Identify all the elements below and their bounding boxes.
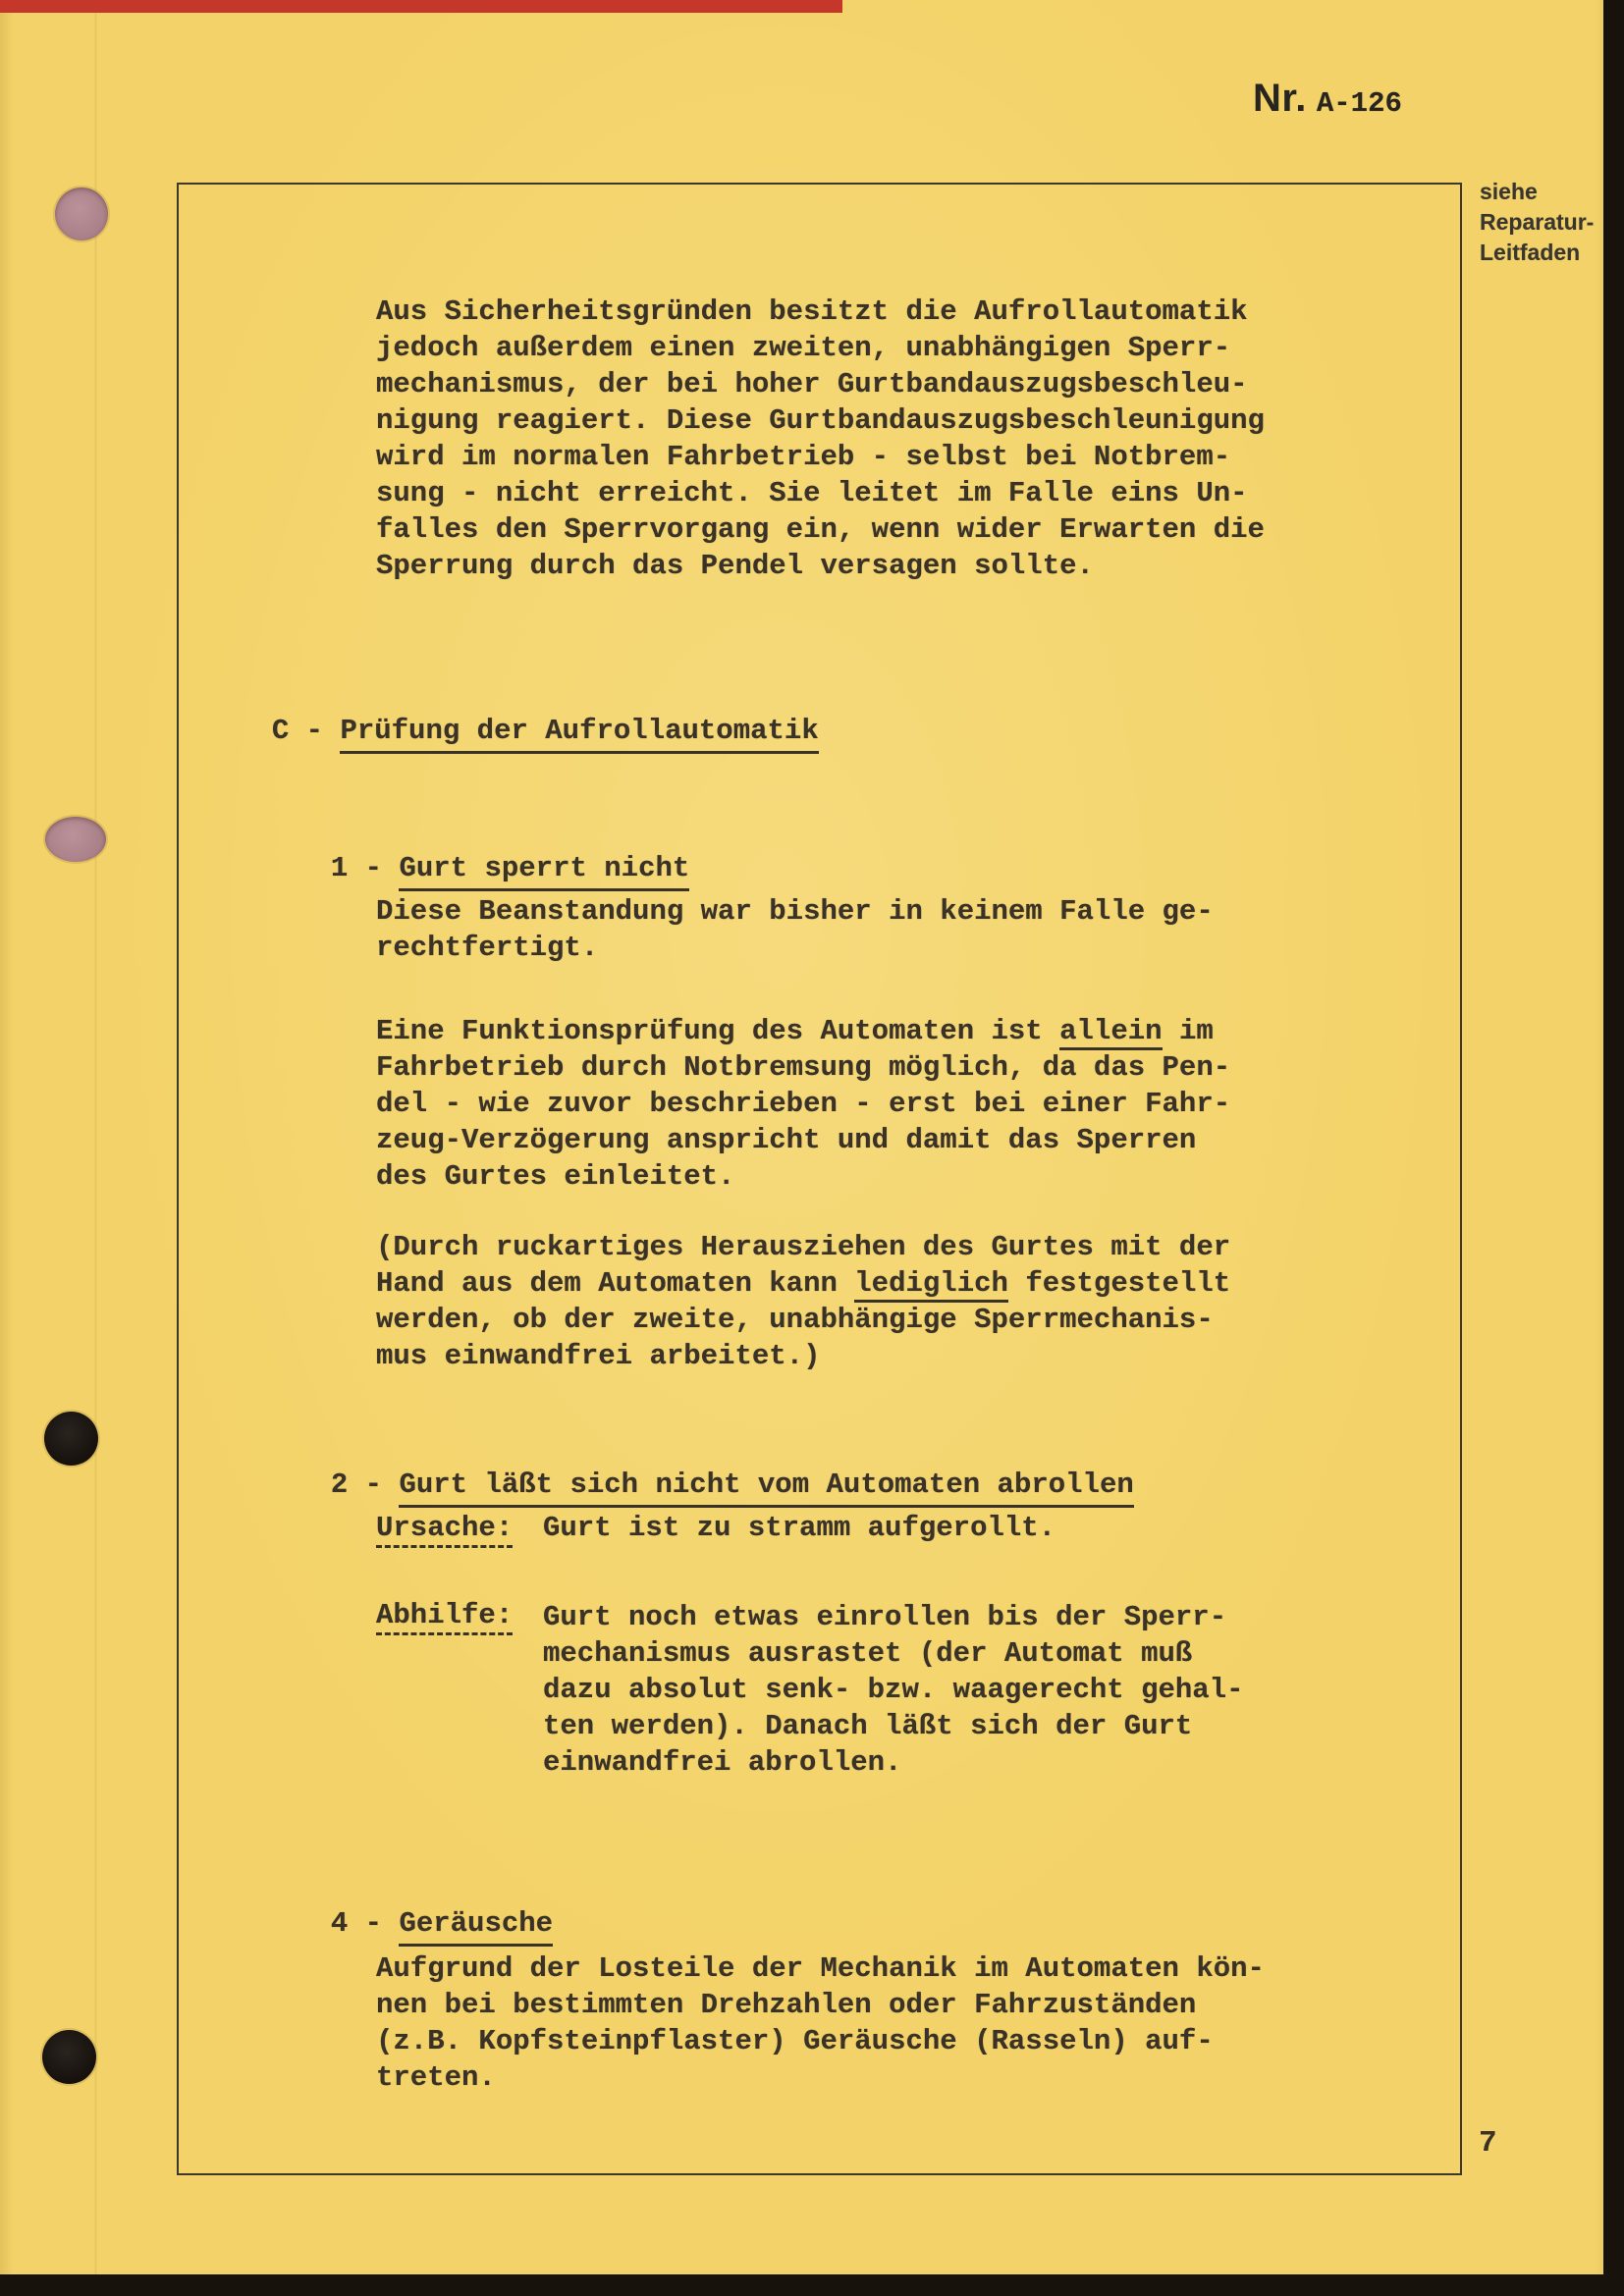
text-line: des Gurtes einleitet. bbox=[376, 1160, 735, 1193]
text-line: ten werden). Danach läßt sich der Gurt bbox=[543, 1710, 1193, 1742]
page-number: 7 bbox=[1479, 2126, 1497, 2161]
text-line: sung - nicht erreicht. Sie leitet im Falle eins Un- bbox=[376, 477, 1248, 509]
text-line: del - wie zuvor beschrieben - erst bei einer Fahr- bbox=[376, 1088, 1231, 1120]
remedy-text bbox=[543, 1599, 1244, 1781]
item-1-heading bbox=[297, 814, 689, 886]
item-4-title: Geräusche bbox=[399, 1907, 553, 1947]
text-line bbox=[376, 1265, 1230, 1302]
item-2-title: Gurt läßt sich nicht vom Automaten abrollen bbox=[399, 1468, 1133, 1508]
item-1-paragraph-3 bbox=[376, 1229, 1230, 1374]
intro-paragraph bbox=[376, 294, 1265, 584]
margin-note-line: Reparatur- bbox=[1480, 209, 1595, 235]
text-line: Sperrung durch das Pendel versagen sollte. bbox=[376, 550, 1094, 582]
cause-row bbox=[376, 1512, 1358, 1551]
scan-edge-bottom bbox=[0, 2274, 1624, 2296]
text-line: falles den Sperrvorgang ein, wenn wider Erwarten die bbox=[376, 513, 1265, 546]
red-edge-strip bbox=[0, 0, 842, 13]
text-line: (Durch ruckartiges Herausziehen des Gurtes mit der bbox=[376, 1231, 1231, 1263]
document-number bbox=[1253, 77, 1402, 121]
punch-hole-4 bbox=[42, 2030, 96, 2084]
remedy-row bbox=[376, 1599, 1358, 1786]
text-line: zeug-Verzögerung anspricht und damit das Sperren bbox=[376, 1124, 1197, 1156]
cause-label: Ursache: bbox=[376, 1512, 513, 1548]
text-line: einwandfrei abrollen. bbox=[543, 1746, 902, 1779]
text-line: jedoch außerdem einen zweiten, unabhängigen Sperr- bbox=[376, 332, 1231, 364]
text-segment: Hand aus dem Automaten kann bbox=[376, 1267, 855, 1300]
text-line: Diese Beanstandung war bisher in keinem Falle ge- bbox=[376, 895, 1214, 928]
text-line: rechtfertigt. bbox=[376, 932, 599, 964]
text-line: Aufgrund der Losteile der Mechanik im Automaten kön- bbox=[376, 1952, 1265, 1985]
document-number-label: Nr. bbox=[1253, 77, 1307, 120]
text-line: Fahrbetrieb durch Notbremsung möglich, da das Pen- bbox=[376, 1051, 1231, 1084]
text-line: treten. bbox=[376, 2061, 496, 2094]
text-segment: Eine Funktionsprüfung des Automaten ist bbox=[376, 1015, 1060, 1047]
item-2-prefix: 2 - bbox=[330, 1468, 400, 1501]
section-c-prefix: C - bbox=[271, 715, 341, 747]
punch-hole-2 bbox=[45, 817, 106, 862]
section-c-heading bbox=[238, 676, 819, 749]
text-segment: im bbox=[1162, 1015, 1214, 1047]
margin-note bbox=[1480, 177, 1594, 268]
text-line bbox=[376, 1013, 1230, 1049]
remedy-label: Abhilfe: bbox=[376, 1599, 513, 1635]
margin-note-line: siehe bbox=[1480, 179, 1538, 204]
margin-note-line: Leitfaden bbox=[1480, 240, 1581, 265]
item-1-prefix: 1 - bbox=[330, 852, 400, 884]
item-4-paragraph bbox=[376, 1950, 1265, 2096]
cause-text: Gurt ist zu stramm aufgerollt. bbox=[543, 1512, 1056, 1544]
text-line: nigung reagiert. Diese Gurtbandauszugsbeschleunigung bbox=[376, 404, 1265, 437]
text-line: mechanismus ausrastet (der Automat muß bbox=[543, 1637, 1193, 1670]
item-1-paragraph-1 bbox=[376, 893, 1214, 966]
text-line: wird im normalen Fahrbetrieb - selbst bei Notbrem- bbox=[376, 441, 1231, 473]
text-line: Aus Sicherheitsgründen besitzt die Aufrollautomatik bbox=[376, 295, 1248, 328]
text-line: (z.B. Kopfsteinpflaster) Geräusche (Rasseln) auf- bbox=[376, 2025, 1214, 2057]
document-number-value: A-126 bbox=[1316, 87, 1402, 120]
text-line: Gurt noch etwas einrollen bis der Sperr- bbox=[543, 1601, 1227, 1633]
scan-edge-right bbox=[1603, 0, 1624, 2296]
emphasized-word: lediglich bbox=[854, 1267, 1008, 1303]
text-line: dazu absolut senk- bzw. waagerecht gehal- bbox=[543, 1674, 1244, 1706]
text-line: nen bei bestimmten Drehzahlen oder Fahrzuständen bbox=[376, 1989, 1197, 2021]
item-4-heading bbox=[297, 1869, 553, 1942]
text-line: werden, ob der zweite, unabhängige Sperrmechanis- bbox=[376, 1304, 1214, 1336]
text-line: mechanismus, der bei hoher Gurtbandauszugsbeschleu- bbox=[376, 368, 1248, 400]
item-1-title: Gurt sperrt nicht bbox=[399, 852, 689, 891]
item-4-prefix: 4 - bbox=[330, 1907, 400, 1940]
text-segment: festgestellt bbox=[1007, 1267, 1231, 1300]
item-1-paragraph-2 bbox=[376, 1013, 1230, 1195]
punch-hole-1 bbox=[55, 187, 108, 240]
item-2-heading bbox=[297, 1430, 1134, 1503]
text-line: mus einwandfrei arbeitet.) bbox=[376, 1340, 821, 1372]
paper-crease bbox=[94, 0, 97, 2296]
section-c-title: Prüfung der Aufrollautomatik bbox=[340, 715, 818, 754]
punch-hole-3 bbox=[44, 1412, 98, 1466]
emphasized-word: allein bbox=[1059, 1015, 1162, 1050]
